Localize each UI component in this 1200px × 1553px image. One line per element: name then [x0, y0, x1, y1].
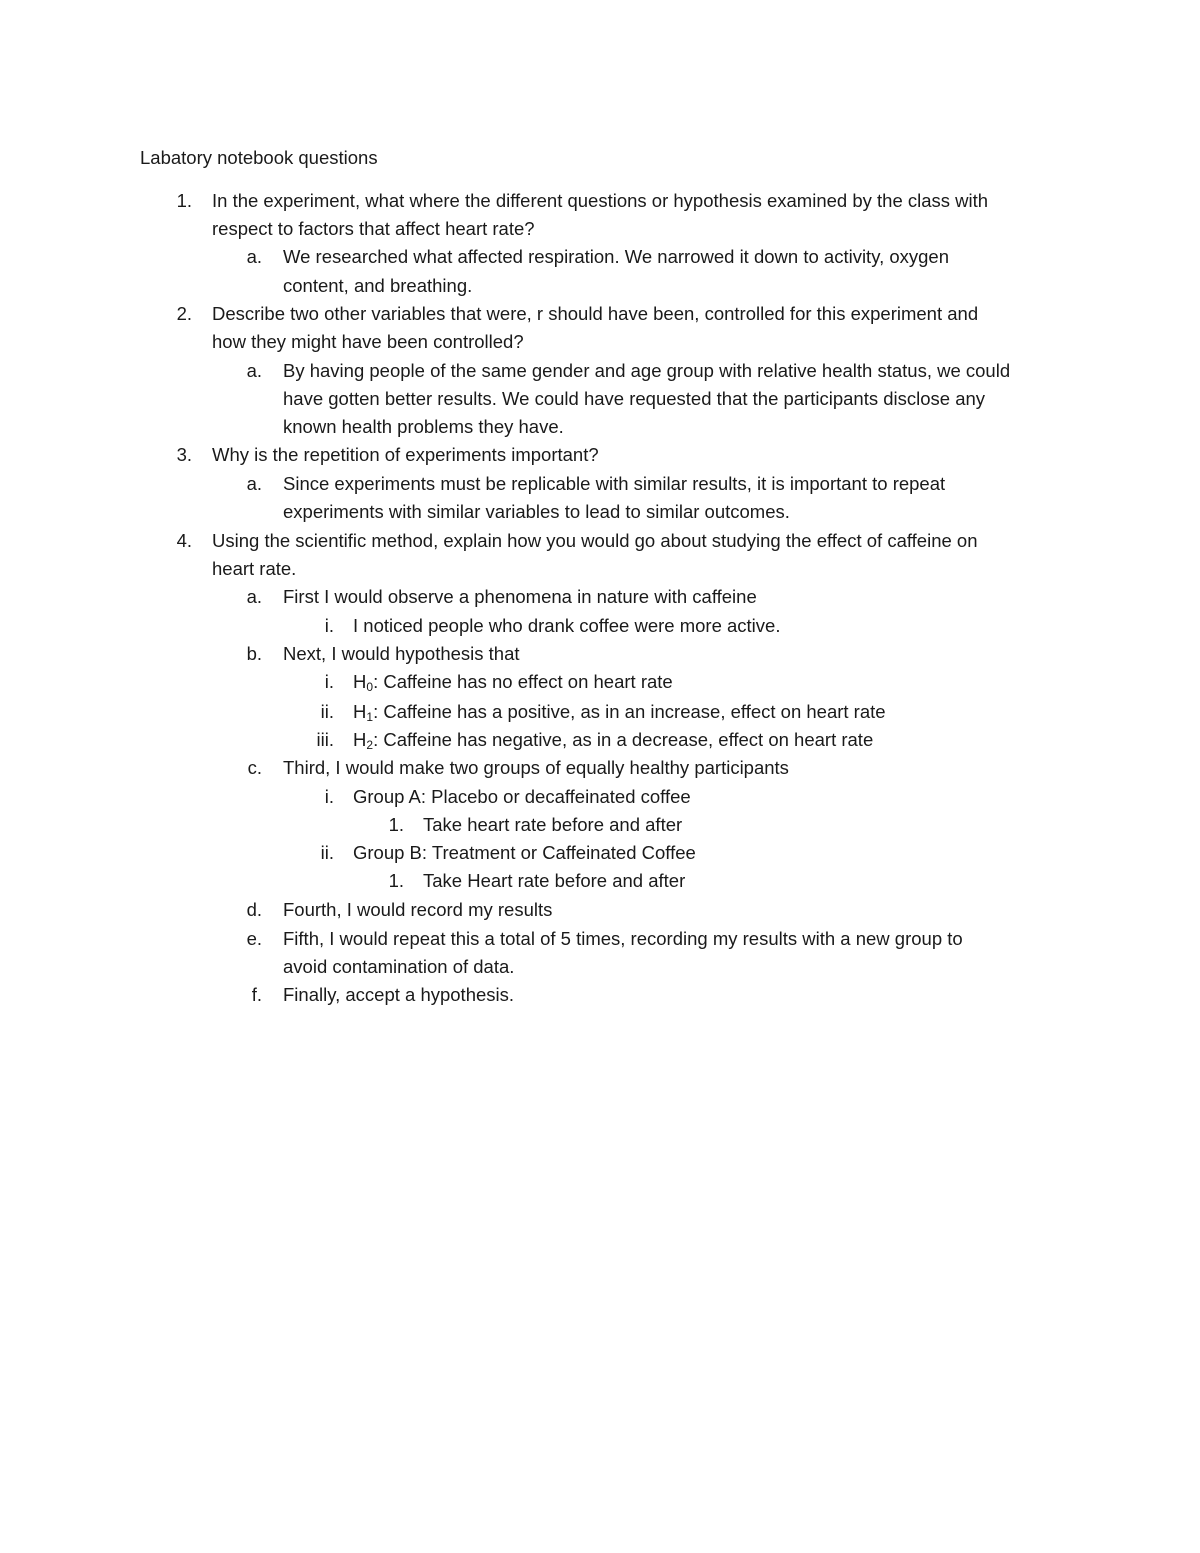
q4c-ii-1-marker: 1. — [388, 870, 404, 891]
q4a-text: First I would observe a phenomena in nature with caffeine — [283, 586, 757, 607]
hypothesis-subscript: 0 — [366, 680, 374, 694]
q3-number: 3. — [176, 444, 192, 465]
q1-text-line2: respect to factors that affect heart rate? — [212, 218, 535, 239]
q4e-marker: e. — [246, 928, 262, 949]
q4c-text: Third, I would make two groups of equally healthy participants — [283, 757, 789, 778]
hypothesis-h1 — [353, 698, 886, 726]
q4a-i-text: I noticed people who drank coffee were more active. — [353, 615, 781, 636]
q4c-marker: c. — [247, 757, 262, 778]
q4f-marker: f. — [251, 984, 262, 1005]
hypothesis-symbol: H — [353, 671, 367, 692]
hypothesis-symbol: H — [353, 729, 367, 750]
hypothesis-symbol: H — [353, 701, 367, 722]
q4b-iii-marker: iii. — [316, 729, 334, 750]
q2a-text-line1: By having people of the same gender and age group with relative health status, we could — [283, 360, 1011, 381]
q4-number: 4. — [176, 530, 192, 551]
q4c-ii-1-text: Take Heart rate before and after — [423, 870, 686, 891]
q1a-text-line1: We researched what affected respiration. We narrowed it down to activity, oxygen — [283, 246, 949, 267]
q1-number: 1. — [176, 190, 192, 211]
q4c-i-marker: i. — [324, 786, 334, 807]
q4d-marker: d. — [246, 899, 262, 920]
page-title: Labatory notebook questions — [140, 147, 378, 168]
q4b-i-marker: i. — [324, 671, 334, 692]
q3a-text-line1: Since experiments must be replicable with similar results, it is important to repeat — [283, 473, 946, 494]
q2-text-line1: Describe two other variables that were, r should have been, controlled for this experiment and — [212, 303, 979, 324]
q4c-i-1-marker: 1. — [388, 814, 404, 835]
q4-text-line2: heart rate. — [212, 558, 297, 579]
q2a-text-line2: have gotten better results. We could have requested that the participants disclose any — [283, 388, 986, 409]
q2-number: 2. — [176, 303, 192, 324]
q2a-marker: a. — [246, 360, 262, 381]
hypothesis-subscript: 2 — [366, 738, 374, 752]
q4c-i-text: Group A: Placebo or decaffeinated coffee — [353, 786, 691, 807]
q4d-text: Fourth, I would record my results — [283, 899, 553, 920]
hypothesis-text: : Caffeine has negative, as in a decrease, effect on heart rate — [373, 729, 874, 750]
q4b-marker: b. — [246, 643, 262, 664]
q4c-ii-text: Group B: Treatment or Caffeinated Coffee — [353, 842, 696, 863]
hypothesis-text: : Caffeine has a positive, as in an increase, effect on heart rate — [373, 701, 886, 722]
hypothesis-subscript: 1 — [366, 710, 374, 724]
q4-text-line1: Using the scientific method, explain how you would go about studying the effect of caffeine on — [212, 530, 978, 551]
q3a-text-line2: experiments with similar variables to lead to similar outcomes. — [283, 501, 790, 522]
q3-text-line1: Why is the repetition of experiments important? — [212, 444, 599, 465]
q4e-text-line2: avoid contamination of data. — [283, 956, 515, 977]
q4c-ii-marker: ii. — [320, 842, 334, 863]
q2-text-line2: how they might have been controlled? — [212, 331, 524, 352]
hypothesis-h0 — [353, 668, 673, 696]
q4a-i-marker: i. — [324, 615, 334, 636]
q4f-text: Finally, accept a hypothesis. — [283, 984, 515, 1005]
q4b-text: Next, I would hypothesis that — [283, 643, 520, 664]
q1a-text-line2: content, and breathing. — [283, 275, 473, 296]
q1-text-line1: In the experiment, what where the different questions or hypothesis examined by the class with — [212, 190, 989, 211]
q3a-marker: a. — [246, 473, 262, 494]
hypothesis-h2 — [353, 726, 873, 754]
q4e-text-line1: Fifth, I would repeat this a total of 5 times, recording my results with a new group to — [283, 928, 963, 949]
q4c-i-1-text: Take heart rate before and after — [423, 814, 683, 835]
q4b-ii-marker: ii. — [320, 701, 334, 722]
hypothesis-text: : Caffeine has no effect on heart rate — [373, 671, 673, 692]
q1a-marker: a. — [246, 246, 262, 267]
q2a-text-line3: known health problems they have. — [283, 416, 564, 437]
q4a-marker: a. — [246, 586, 262, 607]
